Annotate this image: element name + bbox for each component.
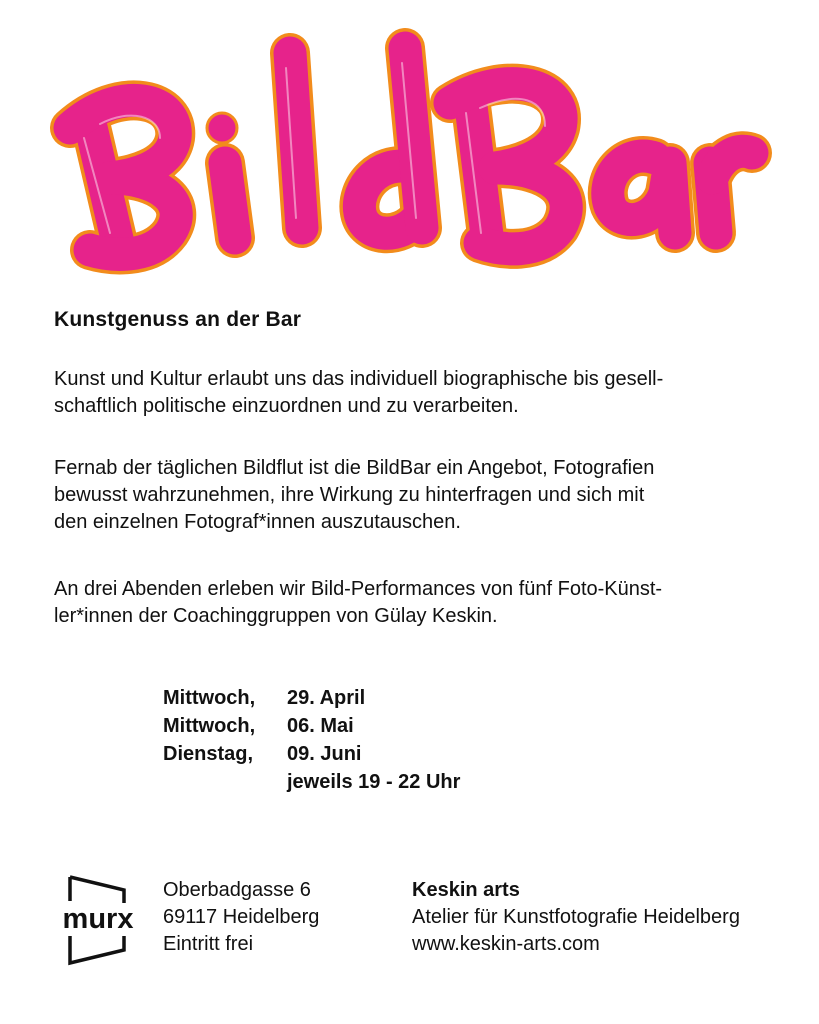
date-weekday: Mittwoch, <box>163 715 256 737</box>
organizer-website: www.keskin-arts.com <box>412 933 600 955</box>
paragraph-line: Kunst und Kultur erlaubt uns das individuell biographische bis gesell- <box>54 368 664 390</box>
paragraph-line: bewusst wahrzunehmen, ihre Wirkung zu hinterfragen und sich mit <box>54 484 645 506</box>
date-row <box>163 684 460 712</box>
date-weekday: Mittwoch, <box>163 687 256 709</box>
paragraph-line: Fernab der täglichen Bildflut ist die BildBar ein Angebot, Fotografien <box>54 457 655 479</box>
organizer-tagline: Atelier für Kunstfotografie Heidelberg <box>412 906 740 928</box>
paragraph-intro <box>54 366 774 420</box>
paragraph-line: An drei Abenden erleben wir Bild-Performances von fünf Foto-Künst- <box>54 578 663 600</box>
paragraph-line: den einzelnen Fotograf*innen auszutauschen. <box>54 511 461 533</box>
paragraph-performances <box>54 576 774 630</box>
date-weekday: Dienstag, <box>163 743 254 765</box>
time-note: jeweils 19 - 22 Uhr <box>287 771 461 793</box>
date-row <box>163 740 460 768</box>
date-row <box>163 712 460 740</box>
murx-logo <box>52 872 144 968</box>
paragraph-description <box>54 455 774 536</box>
bildbar-logo <box>40 28 780 278</box>
venue-info <box>163 877 319 958</box>
organizer-name: Keskin arts <box>412 879 520 901</box>
venue-city: 69117 Heidelberg <box>163 906 320 928</box>
event-dates <box>163 684 460 796</box>
murx-logo-text: murx <box>62 903 134 935</box>
venue-street: Oberbadgasse 6 <box>163 879 311 901</box>
venue-admission: Eintritt frei <box>163 933 254 955</box>
date-value: 09. Juni <box>287 743 362 765</box>
paragraph-line: schaftlich politische einzuordnen und zu verarbeiten. <box>54 395 519 417</box>
bildbar-brush-wordmark <box>40 28 780 278</box>
date-value: 29. April <box>287 687 366 709</box>
murx-logo-mark <box>52 872 144 968</box>
date-value: 06. Mai <box>287 715 354 737</box>
paragraph-line: ler*innen der Coachinggruppen von Gülay Keskin. <box>54 605 498 627</box>
organizer-info <box>412 877 740 958</box>
heading: Kunstgenuss an der Bar <box>54 308 302 331</box>
